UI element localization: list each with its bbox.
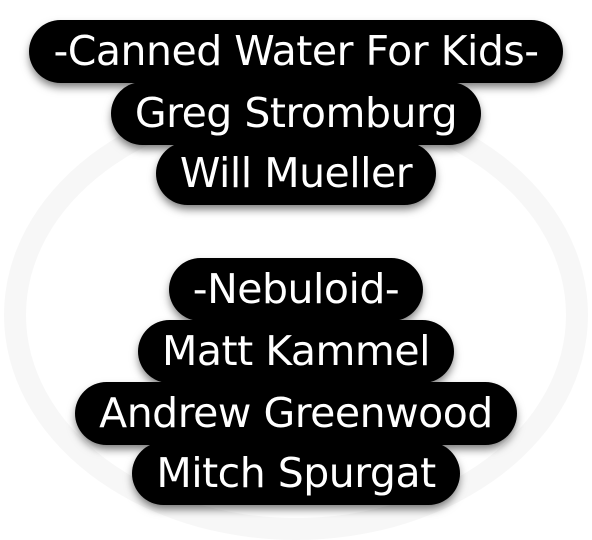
credits-group-nebuloid xyxy=(0,262,592,317)
group-title-canned-water: -Canned Water For Kids- xyxy=(33,24,558,79)
credit-name: Will Mueller xyxy=(160,146,432,201)
group-title-nebuloid: -Nebuloid- xyxy=(173,262,419,317)
credit-name: Mitch Spurgat xyxy=(136,446,455,501)
credit-name: Matt Kammel xyxy=(142,324,450,379)
credit-line xyxy=(0,386,592,441)
credit-line xyxy=(0,146,592,201)
credits-group-canned-water xyxy=(0,24,592,79)
credit-name: Greg Stromburg xyxy=(115,86,477,141)
credit-line xyxy=(0,86,592,141)
credit-name: Andrew Greenwood xyxy=(79,386,513,441)
credit-line xyxy=(0,446,592,501)
credit-line xyxy=(0,324,592,379)
